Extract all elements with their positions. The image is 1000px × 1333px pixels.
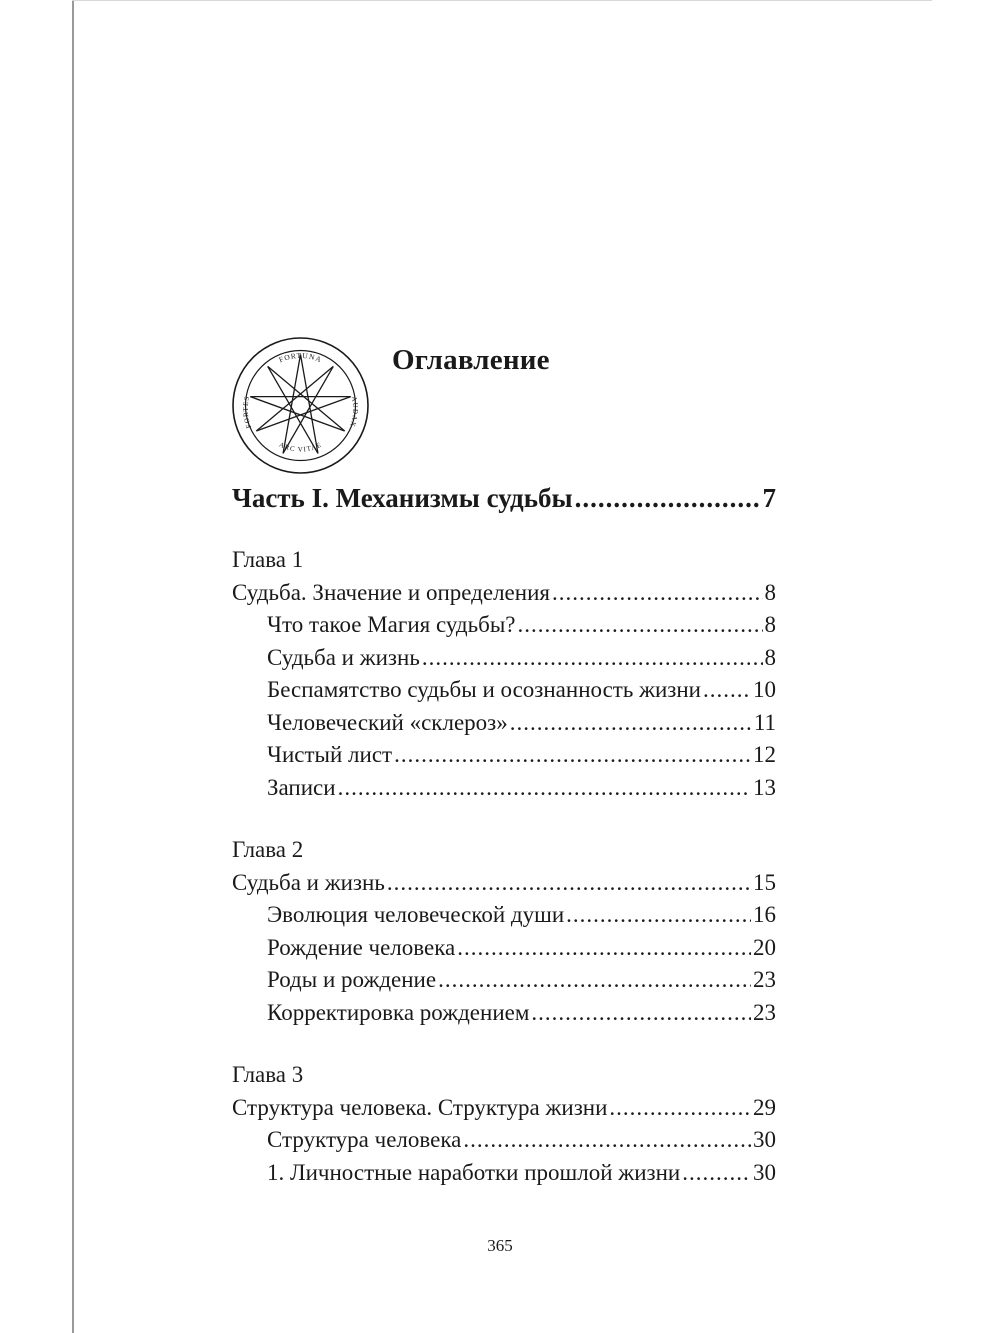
- toc-leader-dots: [422, 642, 763, 675]
- toc-entry-title: Судьба и жизнь: [232, 869, 385, 895]
- toc-leader-dots: [609, 1092, 751, 1125]
- toc-entry-title: Что такое Магия судьбы?: [267, 612, 516, 637]
- page-top-edge: [72, 0, 932, 1]
- toc-entry-title: Часть I. Механизмы судьбы: [232, 483, 573, 513]
- toc-entry-title: Структура человека: [267, 1127, 462, 1152]
- chapter-entries: [232, 577, 776, 805]
- toc-entry-title: Структура человека. Структура жизни: [232, 1094, 608, 1120]
- toc-entry-title: Роды и рождение: [267, 967, 437, 992]
- page-number: 365: [487, 1236, 513, 1255]
- toc-leader-dots: [338, 772, 751, 805]
- toc-entry[interactable]: [232, 674, 776, 707]
- toc-entry-title: 1. Личностные наработки прошлой жизни: [267, 1159, 681, 1185]
- toc-entry[interactable]: [232, 1092, 776, 1125]
- toc-entry[interactable]: [232, 1157, 776, 1190]
- star-line: [250, 397, 344, 431]
- toc-entry-title: Корректировка рождением: [267, 999, 530, 1025]
- toc-entry-title: Судьба. Значение и определения: [232, 579, 550, 605]
- toc-entry-page: 11: [753, 709, 776, 735]
- table-of-contents: [232, 478, 776, 1189]
- toc-leader-dots: [463, 1124, 751, 1157]
- toc-entry[interactable]: [232, 577, 776, 610]
- toc-leader-dots: [552, 577, 763, 610]
- toc-entry[interactable]: [232, 1124, 776, 1157]
- seal-text-top: FORTUNA: [277, 350, 324, 365]
- toc-entry-title: Записи: [267, 774, 336, 800]
- star-line: [256, 366, 333, 431]
- toc-entry[interactable]: [232, 772, 776, 805]
- svg-text:AUDAX: [348, 396, 359, 429]
- toc-entry-page: 29: [753, 1094, 776, 1120]
- toc-entry-page: 30: [753, 1127, 776, 1152]
- toc-entry-title: Человеческий «склероз»: [267, 709, 508, 735]
- toc-entry-page: 8: [764, 579, 776, 605]
- toc-entry[interactable]: [232, 707, 776, 740]
- star-line: [268, 366, 345, 431]
- toc-entry[interactable]: [232, 932, 776, 965]
- chapter-label: Глава 1: [232, 547, 304, 572]
- toc-entry-title: Рождение человека: [267, 934, 456, 960]
- toc-entry-title: Чистый лист: [267, 742, 393, 767]
- toc-entry-page: 16: [753, 902, 776, 927]
- toc-entry[interactable]: [232, 899, 776, 932]
- toc-entry-page: 12: [753, 742, 776, 767]
- seal-text-left: FORTES: [241, 394, 254, 430]
- toc-entry-page: 20: [753, 934, 776, 960]
- toc-leader-dots: [387, 867, 751, 900]
- toc-entry-page: 13: [753, 774, 776, 800]
- toc-entry-page: 7: [762, 483, 776, 513]
- toc-entry-page: 8: [764, 644, 776, 670]
- toc-entry[interactable]: [232, 609, 776, 642]
- toc-entry-page: 23: [753, 999, 776, 1025]
- toc-entry[interactable]: [232, 739, 776, 772]
- toc-entry-title: Судьба и жизнь: [267, 644, 420, 670]
- chapter-entries: [232, 867, 776, 1030]
- svg-text:FORTES: [242, 395, 253, 430]
- chapter-entries: [232, 1092, 776, 1190]
- toc-entry[interactable]: [232, 642, 776, 675]
- toc-leader-dots: [457, 932, 751, 965]
- toc-title: Оглавление: [392, 344, 550, 376]
- seal-text-right: AUDAX: [348, 395, 360, 429]
- toc-leader-dots: [438, 964, 751, 997]
- toc-part-entry[interactable]: [232, 478, 776, 518]
- toc-entry-page: 8: [764, 612, 776, 637]
- toc-entry-page: 15: [753, 869, 776, 895]
- star-line: [256, 397, 350, 431]
- toc-entry-title: Эволюция человеческой души: [267, 902, 565, 927]
- toc-leader-dots: [566, 899, 751, 932]
- seal-text-bottom: ARC VITAE: [277, 440, 324, 454]
- chapter-label: Глава 2: [232, 837, 304, 862]
- toc-leader-dots: [575, 478, 761, 518]
- chapter-label: Глава 3: [232, 1062, 304, 1087]
- toc-leader-dots: [531, 997, 751, 1030]
- toc-entry[interactable]: [232, 964, 776, 997]
- page-spine-edge: [72, 0, 74, 1333]
- toc-entry-title: Беспамятство судьбы и осознанность жизни: [267, 677, 701, 702]
- toc-leader-dots: [703, 674, 751, 707]
- nonagram-seal-icon: [231, 336, 370, 475]
- toc-leader-dots: [394, 739, 751, 772]
- toc-leader-dots: [682, 1157, 751, 1190]
- toc-entry[interactable]: [232, 867, 776, 900]
- toc-entry-page: 30: [753, 1159, 776, 1185]
- toc-leader-dots: [517, 609, 762, 642]
- toc-entry[interactable]: [232, 997, 776, 1030]
- toc-entry-page: 23: [753, 967, 776, 992]
- toc-leader-dots: [510, 707, 752, 740]
- toc-entry-page: 10: [753, 677, 776, 702]
